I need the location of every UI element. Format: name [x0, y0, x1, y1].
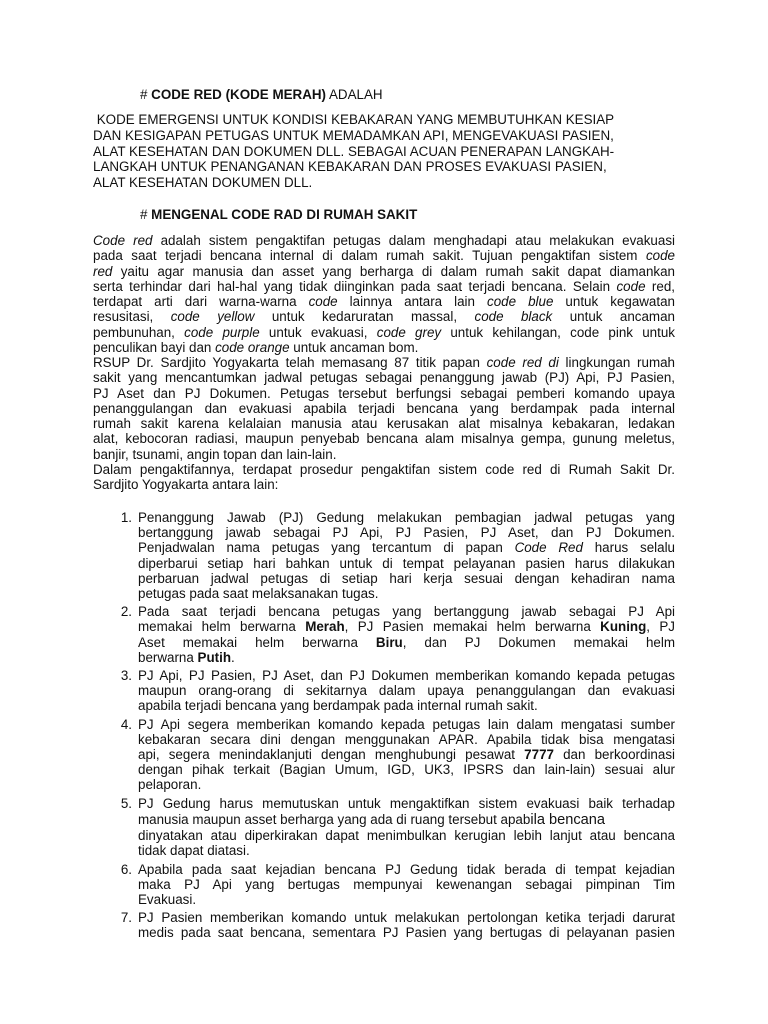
- text-segment: manusia maupun asset berharga yang ada di ruang tersebut apab: [138, 811, 531, 827]
- text-segment: red,: [645, 278, 675, 294]
- text-line: [93, 325, 675, 340]
- text-line: [93, 462, 675, 477]
- text-line: [138, 556, 675, 571]
- text-segment: adalah sistem pengaktifan petugas dalam menghadapi atau melakukan evakuasi: [152, 233, 675, 248]
- text-line: [93, 477, 675, 492]
- text-segment: Evakuasi.: [138, 892, 197, 908]
- text-line: [138, 650, 675, 665]
- intro-line: DAN KESIGAPAN PETUGAS UNTUK MEMADAMKAN API, MENGEVAKUASI PASIEN,: [93, 127, 614, 143]
- text-line: [138, 796, 675, 811]
- bold-text: Merah: [305, 619, 345, 635]
- intro-line: ALAT KESEHATAN DAN DOKUMEN DLL. SEBAGAI ACUAN PENERAPAN LANGKAH-: [93, 143, 615, 159]
- text-segment: terdapat arti dari warna-warna: [93, 294, 309, 310]
- text-segment: , PJ Pasien memakai helm berwarna: [344, 619, 601, 635]
- step-number: 5.: [120, 795, 132, 811]
- text-line: [93, 447, 675, 462]
- text-segment: .: [231, 649, 235, 665]
- procedure-step: [0, 796, 768, 862]
- heading-bold: MENGENAL CODE RAD DI RUMAH SAKIT: [151, 207, 418, 222]
- text-line: [138, 619, 675, 634]
- text-segment: Penanggung Jawab (PJ) Gedung melakukan pembagian jadwal petugas yang: [138, 510, 675, 525]
- text-segment: PJ Gedung harus memutuskan untuk mengaktifkan sistem evakuasi baik terhadap: [138, 795, 675, 811]
- text-segment: Pada saat terjadi bencana petugas yang bertanggung jawab sebagai PJ Api: [138, 604, 675, 620]
- text-line: [138, 510, 675, 525]
- text-line: [138, 910, 675, 925]
- text-segment: banjir, tsunami, angin topan dan lain-lain.: [93, 446, 337, 462]
- step-number: 3.: [120, 667, 132, 683]
- italic-text: code: [616, 278, 646, 294]
- text-segment: dengan pihak terkait (Bagian Umum, IGD, UK3, IPSRS dan lain-lain) sesuai alur: [138, 762, 675, 778]
- text-segment: medis pada saat bencana, sementara PJ Pasien yang bertugas di pelayanan pasien: [138, 925, 675, 941]
- text-segment: tidak dapat diatasi.: [138, 843, 250, 859]
- text-line: [93, 309, 675, 324]
- text-segment: pembunuhan,: [93, 324, 185, 340]
- paragraph-code-red-definition: [93, 233, 675, 355]
- text-line: [93, 386, 675, 401]
- text-segment: PJ Api, PJ Pasien, PJ Aset, dan PJ Dokumen memberikan komando kepada petugas: [138, 667, 675, 683]
- text-line: [138, 925, 675, 940]
- paragraph-prosedur: [93, 462, 675, 493]
- text-line: [138, 717, 675, 732]
- intro-line: ALAT KESEHATAN DOKUMEN DLL.: [93, 175, 313, 191]
- text-segment: untuk ancaman bom.: [289, 340, 419, 356]
- bold-text: Biru: [375, 634, 403, 650]
- text-line: [138, 843, 675, 858]
- text-segment: lingkungan rumah: [558, 355, 675, 370]
- text-line: [138, 683, 675, 698]
- text-segment: perbaruan jadwal petugas di setiap hari kerja sesuai dengan kehadiran nama: [138, 570, 675, 586]
- text-line: [138, 668, 675, 683]
- text-line: [138, 762, 675, 777]
- italic-text: code yellow: [170, 309, 255, 325]
- text-segment: diperbarui setiap hari bahkan untuk di tempat pelayanan pasien harus dilakukan: [138, 555, 675, 571]
- text-segment: PJ Pasien memberikan komando untuk melakukan pertolongan ketika terjadi darurat: [138, 910, 675, 926]
- text-segment: lainnya antara lain: [337, 294, 488, 310]
- step-number: 4.: [120, 716, 132, 732]
- text-segment: dinyatakan atau diperkirakan dapat menimbulkan kerugian lebih lanjut atau bencana: [138, 828, 675, 844]
- text-line: [138, 604, 675, 619]
- text-line: [93, 355, 675, 370]
- italic-text: code grey: [376, 324, 442, 340]
- text-line: [138, 525, 675, 540]
- text-segment: memakai helm berwarna: [138, 619, 306, 635]
- text-line: [138, 732, 675, 747]
- text-line: [138, 862, 675, 877]
- step-number: 1.: [120, 510, 132, 525]
- text-segment: untuk ancaman: [552, 309, 675, 325]
- text-line: [138, 777, 675, 792]
- step-text: [138, 510, 675, 601]
- text-segment: , dan PJ Dokumen memakai helm: [402, 634, 675, 650]
- text-line: [93, 248, 675, 263]
- text-line: [93, 294, 675, 309]
- text-line: [93, 416, 675, 431]
- text-segment: alat, kebocoran radiasi, maupun penyebab bencana alam misalnya gempa, gunung meletus,: [93, 431, 675, 447]
- text-segment: apabila terjadi bencana yang berdampak pada internal rumah sakit.: [138, 698, 538, 714]
- text-line: [138, 698, 675, 713]
- procedure-step: [0, 862, 768, 911]
- step-text: [138, 717, 675, 793]
- text-segment: berwarna: [138, 649, 198, 665]
- text-segment: Dalam pengaktifannya, terdapat prosedur pengaktifan sistem code red di Rumah Sakit Dr.: [93, 462, 675, 477]
- heading-prefix: #: [140, 87, 152, 102]
- step-text: [138, 910, 675, 940]
- text-line: [138, 635, 675, 650]
- italic-text: code: [645, 248, 675, 264]
- procedure-step: [0, 910, 768, 943]
- text-segment: RSUP Dr. Sardjito Yogyakarta telah memasang 87 titik papan: [93, 355, 487, 370]
- text-segment: serta terhindar dari hal-hal yang tidak diinginkan pada saat terjadi bencana. Selain: [93, 278, 617, 294]
- text-line: [138, 877, 675, 892]
- text-segment: untuk kehilangan, code pink untuk: [441, 324, 675, 340]
- text-segment: PJ Aset dan PJ Dokumen. Petugas tersebut berfungsi sebagai pemberi komando upaya: [93, 385, 675, 401]
- bold-text: Putih: [197, 649, 232, 665]
- step-text: [138, 668, 675, 714]
- text-line: [138, 571, 675, 586]
- text-segment: Apabila pada saat kejadian bencana PJ Gedung tidak berada di tempat kejadian: [138, 861, 675, 877]
- heading-mengenal: [140, 207, 417, 223]
- text-segment: kebakaran secara dini dengan menggunakan APAR. Apabila tidak bisa mengatasi: [138, 731, 675, 747]
- step-text: [138, 796, 675, 859]
- step-text: [138, 604, 675, 665]
- step-number: 2.: [120, 604, 132, 620]
- text-line: [138, 892, 675, 907]
- text-line: [93, 279, 675, 294]
- intro-line: KODE EMERGENSI UNTUK KONDISI KEBAKARAN YANG MEMBUTUHKAN KESIAP: [93, 112, 615, 127]
- text-line: [93, 340, 675, 355]
- italic-text: Code Red: [514, 540, 583, 556]
- text-line: [93, 233, 675, 248]
- italic-text: code red di: [486, 355, 559, 370]
- text-line: [93, 401, 675, 416]
- text-line: [138, 540, 675, 555]
- text-segment: penanggulangan dan evakuasi apabila terjadi bencana yang berdampak pada internal: [93, 400, 675, 416]
- text-line: [93, 370, 675, 385]
- text-line: [138, 747, 675, 762]
- text-segment: untuk kedaruratan massal,: [254, 309, 475, 325]
- text-segment: untuk evakuasi,: [259, 324, 377, 340]
- text-line: [93, 264, 675, 279]
- text-segment: yaitu agar manusia dan asset yang berharga di dalam rumah sakit dapat diamankan: [112, 263, 675, 279]
- text-line: [138, 811, 675, 829]
- text-segment: pelaporan.: [138, 777, 202, 793]
- text-segment: pada saat terjadi bencana internal di dalam rumah sakit. Tujuan pengaktifan sistem: [93, 248, 646, 264]
- step-number: 7.: [120, 910, 132, 926]
- text-segment: maupun orang-orang di sekitarnya dalam upaya penanggulangan dan evakuasi: [138, 683, 675, 699]
- procedure-step: [0, 604, 768, 668]
- text-segment: harus selalu: [582, 540, 675, 556]
- heading-prefix: #: [140, 207, 152, 222]
- bold-text: 7777: [524, 746, 554, 762]
- text-segment: api, segera menindaklanjuti dengan menghubungi pesawat: [138, 746, 525, 762]
- text-segment: ila bencana: [530, 811, 605, 828]
- italic-text: code purple: [184, 324, 260, 340]
- intro-line: LANGKAH UNTUK PENANGANAN KEBAKARAN DAN PROSES EVAKUASI PASIEN,: [93, 159, 607, 175]
- text-segment: penculikan bayi dan: [93, 340, 216, 356]
- text-segment: Aset memakai helm berwarna: [138, 634, 376, 650]
- text-segment: petugas pada saat melaksanakan tugas.: [138, 585, 379, 601]
- procedure-list: [0, 510, 768, 944]
- intro-paragraph: [93, 112, 653, 191]
- text-segment: PJ Api segera memberikan komando kepada petugas lain dalam mengatasi sumber: [138, 716, 675, 732]
- text-segment: untuk kegawatan: [553, 294, 675, 310]
- text-line: [138, 828, 675, 843]
- text-segment: , PJ: [646, 619, 675, 635]
- italic-text: code orange: [215, 340, 290, 356]
- step-text: [138, 862, 675, 908]
- text-segment: maka PJ Api yang bertugas mempunyai kewenangan sebagai pimpinan Tim: [138, 876, 675, 892]
- italic-text: code black: [474, 309, 553, 325]
- procedure-step: [0, 510, 768, 604]
- text-segment: Penjadwalan nama petugas yang tercantum di papan: [138, 540, 515, 556]
- italic-text: code blue: [487, 294, 554, 310]
- text-line: [138, 586, 675, 601]
- heading-code-red: [140, 87, 383, 103]
- italic-text: code: [308, 294, 338, 310]
- text-segment: resusitasi,: [93, 309, 171, 325]
- heading-rest: ADALAH: [326, 87, 383, 102]
- step-number: 6.: [120, 861, 132, 877]
- text-segment: bertanggung jawab sebagai PJ Api, PJ Pasien, PJ Aset, dan PJ Dokumen.: [138, 525, 675, 541]
- heading-bold: CODE RED (KODE MERAH): [151, 87, 326, 102]
- text-segment: rumah sakit karena kelalaian manusia atau kerusakan alat misalnya kebakaran, ledakan: [93, 416, 675, 432]
- procedure-step: [0, 717, 768, 796]
- text-segment: sakit yang mencantumkan jadwal petugas sebagai penanggung jawab (PJ) Api, PJ Pasien,: [93, 370, 675, 386]
- text-line: [93, 431, 675, 446]
- paragraph-rsup-sardjito: [93, 355, 675, 462]
- text-segment: Sardjito Yogyakarta antara lain:: [93, 477, 279, 493]
- text-segment: dan berkoordinasi: [553, 746, 675, 762]
- italic-text: red: [93, 263, 113, 279]
- procedure-step: [0, 668, 768, 717]
- italic-text: Code red: [93, 233, 153, 248]
- bold-text: Kuning: [600, 619, 647, 635]
